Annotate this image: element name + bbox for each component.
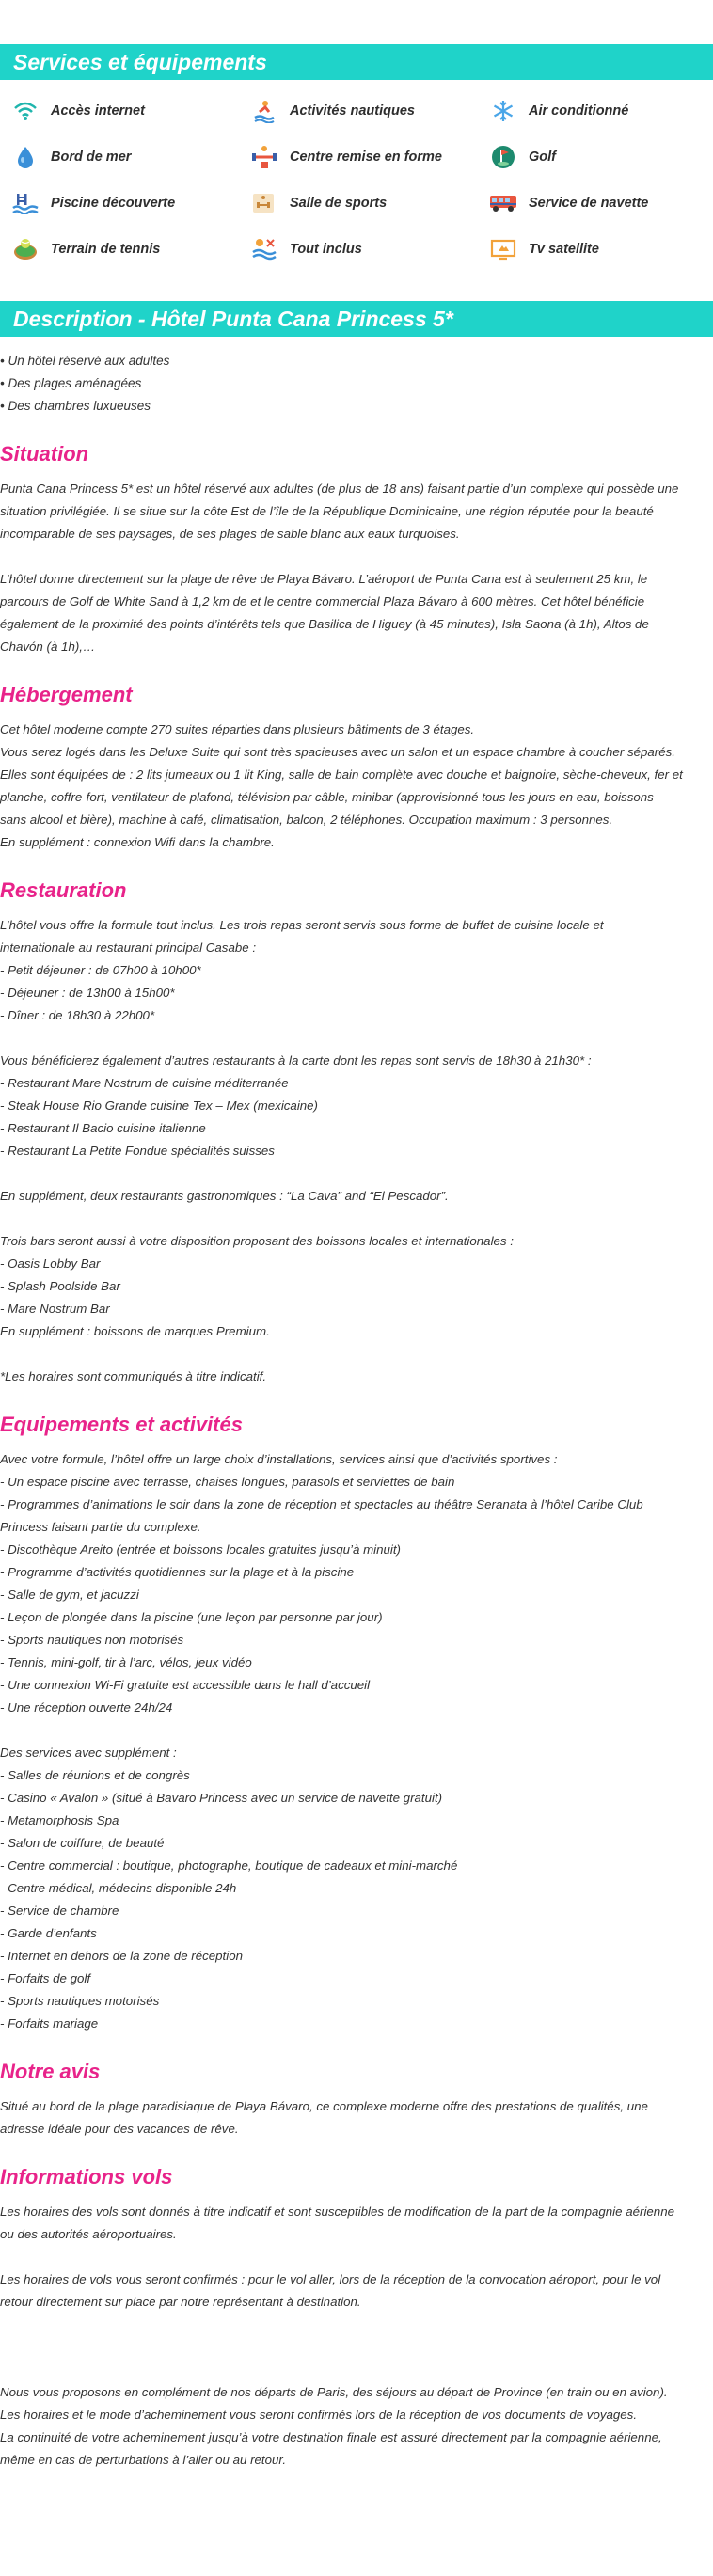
paragraph-gap [0,2246,713,2268]
text-line: planche, coffre-fort, ventilateur de plafond, télévision par câble, minibar (approvisionné tous les jours en eau, boissons [0,790,654,804]
page [0,44,713,2576]
amenity-label: Piscine découverte [51,196,176,211]
text-line: parcours de Golf de White Sand à 1,2 km de et le centre commercial Plaza Bávaro à 600 mètres. Cet hôtel bénéficie [0,594,645,608]
amenity-item [11,235,250,263]
text-line: - Une connexion Wi-Fi gratuite est accessible dans le hall d’accueil [0,1678,371,1692]
amenity-label: Salle de sports [290,196,388,211]
shuttle-icon [489,189,517,217]
text-line: - Restaurant La Petite Fondue spécialités suisses [0,1144,275,1158]
pool-icon [11,189,40,217]
amenity-label: Tv satellite [529,242,599,257]
golf-icon [489,143,517,171]
paragraph-gap [0,1208,713,1230]
all-inclusive-icon [250,235,278,263]
fitness-icon [250,143,278,171]
gym-icon [250,189,278,217]
paragraph-gap [0,1162,713,1185]
amenity-item [489,143,713,171]
amenity-item [250,97,489,125]
text-line: - Dîner : de 18h30 à 22h00* [0,1008,155,1022]
amenity-item [489,97,713,125]
bullet-item: • Des chambres luxueuses [0,399,151,413]
text-line: Situé au bord de la plage paradisiaque de Playa Bávaro, ce complexe moderne offre des prestations de qualités, une [0,2099,648,2113]
text-line: Les horaires des vols sont donnés à titre indicatif et sont susceptibles de modification de la part de la compagnie aérienne [0,2205,674,2219]
text-line: - Forfaits de golf [0,1971,91,1985]
text-line: retour directement sur place par notre représentant à destination. [0,2295,361,2309]
amenity-item [250,235,489,263]
text-line: même en cas de perturbations à l’aller ou au retour. [0,2453,287,2467]
bullet-item: • Un hôtel réservé aux adultes [0,354,170,368]
text-line: - Casino « Avalon » (situé à Bavaro Princess avec un service de navette gratuit) [0,1791,443,1805]
paragraph-gap [0,545,713,568]
text-line: Chavón (à 1h),… [0,640,96,654]
text-line: Vous bénéficierez également d’autres restaurants à la carte dont les repas sont servis de 18h30 à 21h30* : [0,1053,592,1067]
paragraph-gap [0,2314,713,2336]
text-line: situation privilégiée. Il se situe sur la côte Est de l’île de la République Dominicaine, une région réputée pour la beauté [0,504,654,518]
amenity-item [11,189,250,217]
text-line: - Forfaits mariage [0,2016,99,2031]
amenity-item [11,97,250,125]
text-line [0,2336,713,2359]
description-header: Description - Hôtel Punta Cana Princess 5* [0,301,713,337]
text-line: Punta Cana Princess 5* est un hôtel réservé aux adultes (de plus de 18 ans) faisant partie d’un complexe qui possède une [0,482,679,496]
tv-icon [489,235,517,263]
text-line: incomparable de ses paysages, de ses plages de sable blanc aux eaux turquoises. [0,527,460,541]
text-line: Princess faisant partie du complexe. [0,1520,201,1534]
text-line: - Restaurant Il Bacio cuisine italienne [0,1121,206,1135]
paragraph-gap [0,2359,713,2381]
text-line: internationale au restaurant principal Casabe : [0,940,257,955]
text-line: - Leçon de plongée dans la piscine (une leçon par personne par jour) [0,1610,383,1624]
text-line: - Splash Poolside Bar [0,1279,120,1293]
content-sections [0,442,713,2472]
amenity-label: Activités nautiques [290,103,415,119]
text-line: - Salle de gym, et jacuzzi [0,1588,139,1602]
services-header: Services et équipements [0,44,713,80]
water-drop-icon [11,143,40,171]
text-line: - Une réception ouverte 24h/24 [0,1700,173,1715]
amenity-label: Centre remise en forme [290,150,442,165]
amenity-item [250,189,489,217]
text-line: - Oasis Lobby Bar [0,1256,101,1271]
text-line: Avec votre formule, l’hôtel offre un large choix d’installations, services ainsi que d’activités sportives : [0,1452,558,1466]
text-line: - Metamorphosis Spa [0,1813,119,1827]
section-title: Equipements et activités [0,1413,243,1436]
paragraph-gap [0,1027,713,1050]
text-line: Cet hôtel moderne compte 270 suites réparties dans plusieurs bâtiments de 3 étages. [0,722,475,736]
snowflake-icon [489,97,517,125]
section-title: Situation [0,442,89,466]
paragraph-gap [0,1719,713,1742]
description-bullets [0,337,713,418]
text-line: également de la proximité des points d’intérêts tels que Basilica de Higuey (à 45 minutes), Isla Saona (à 1h), Altos de [0,617,649,631]
text-line: En supplément, deux restaurants gastronomiques : “La Cava” and “El Pescador”. [0,1189,449,1203]
text-line: - Garde d’enfants [0,1926,97,1940]
text-line: L’hôtel donne directement sur la plage de rêve de Playa Bávaro. L’aéroport de Punta Cana est à seulement 25 km, le [0,572,648,586]
text-line: La continuité de votre acheminement jusqu’à votre destination finale est assuré directement par la compagnie aérienne, [0,2430,662,2444]
text-line: Trois bars seront aussi à votre disposition proposant des boissons locales et internationales : [0,1234,514,1248]
text-line: - Mare Nostrum Bar [0,1302,110,1316]
text-line: Des services avec supplément : [0,1746,177,1760]
text-line: - Déjeuner : de 13h00 à 15h00* [0,986,175,1000]
text-line: Les horaires de vols vous seront confirmés : pour le vol aller, lors de la réception de la convocation aéroport, pour le vol [0,2272,661,2286]
text-line: - Internet en dehors de la zone de réception [0,1949,243,1963]
amenity-label: Golf [529,150,556,165]
amenity-label: Bord de mer [51,150,132,165]
wifi-icon [11,97,40,125]
text-line: En supplément : boissons de marques Premium. [0,1324,270,1338]
text-line: - Sports nautiques non motorisés [0,1633,184,1647]
amenity-item [250,143,489,171]
text-line: - Sports nautiques motorisés [0,1994,160,2008]
text-line: ou des autorités aéroportuaires. [0,2227,177,2241]
section-title: Informations vols [0,2165,173,2189]
text-line: *Les horaires sont communiqués à titre indicatif. [0,1369,267,1383]
section-title: Restauration [0,878,127,902]
water-sports-icon [250,97,278,125]
text-line: Nous vous proposons en complément de nos départs de Paris, des séjours au départ de Province (en train ou en avion). [0,2385,668,2399]
amenity-label: Tout inclus [290,242,362,257]
text-line: sans alcool et bière), machine à café, climatisation, balcon, 2 téléphones. Occupation maximum : 3 personnes. [0,813,613,827]
text-line: - Programme d’activités quotidiennes sur la plage et à la piscine [0,1565,355,1579]
text-line: Vous serez logés dans les Deluxe Suite qui sont très spacieuses avec un salon et un espace chambre à coucher séparés. [0,745,675,759]
text-line: L’hôtel vous offre la formule tout inclus. Les trois repas seront servis sous forme de buffet de cuisine locale et [0,918,604,932]
text-line: - Salon de coiffure, de beauté [0,1836,165,1850]
text-line: En supplément : connexion Wifi dans la chambre. [0,835,275,849]
amenity-label: Air conditionné [529,103,629,119]
text-line: adresse idéale pour des vacances de rêve. [0,2122,239,2136]
text-line: - Programmes d’animations le soir dans la zone de réception et spectacles au théâtre Seranata à l’hôtel Caribe Club [0,1497,643,1511]
section-title: Notre avis [0,2060,101,2083]
text-line: Les horaires et le mode d’acheminement vous seront confirmés lors de la réception de vos documents de voyages. [0,2408,638,2422]
amenity-item [489,235,713,263]
amenity-item [11,143,250,171]
amenities-grid [0,80,713,263]
amenity-label: Terrain de tennis [51,242,161,257]
amenity-item [489,189,713,217]
paragraph-gap [0,1343,713,1366]
text-line: - Petit déjeuner : de 07h00 à 10h00* [0,963,201,977]
text-line: - Centre commercial : boutique, photographe, boutique de cadeaux et mini-marché [0,1858,458,1873]
text-line: - Discothèque Areito (entrée et boissons locales gratuites jusqu’à minuit) [0,1542,401,1557]
text-line: - Un espace piscine avec terrasse, chaises longues, parasols et serviettes de bain [0,1475,455,1489]
text-line: - Service de chambre [0,1904,119,1918]
amenity-label: Service de navette [529,196,649,211]
tennis-icon [11,235,40,263]
text-line: - Centre médical, médecins disponible 24h [0,1881,237,1895]
section-title: Hébergement [0,683,133,706]
text-line: - Salles de réunions et de congrès [0,1768,190,1782]
text-line: - Restaurant Mare Nostrum de cuisine méditerranée [0,1076,289,1090]
text-line: Elles sont équipées de : 2 lits jumeaux ou 1 lit King, salle de bain complète avec douche et baignoire, sèche-cheveux, fer et [0,767,683,782]
text-line: - Tennis, mini-golf, tir à l’arc, vélos, jeux vidéo [0,1655,252,1669]
text-line: - Steak House Rio Grande cuisine Tex – Mex (mexicaine) [0,1098,318,1113]
amenity-label: Accès internet [51,103,145,119]
bullet-item: • Des plages aménagées [0,376,142,390]
